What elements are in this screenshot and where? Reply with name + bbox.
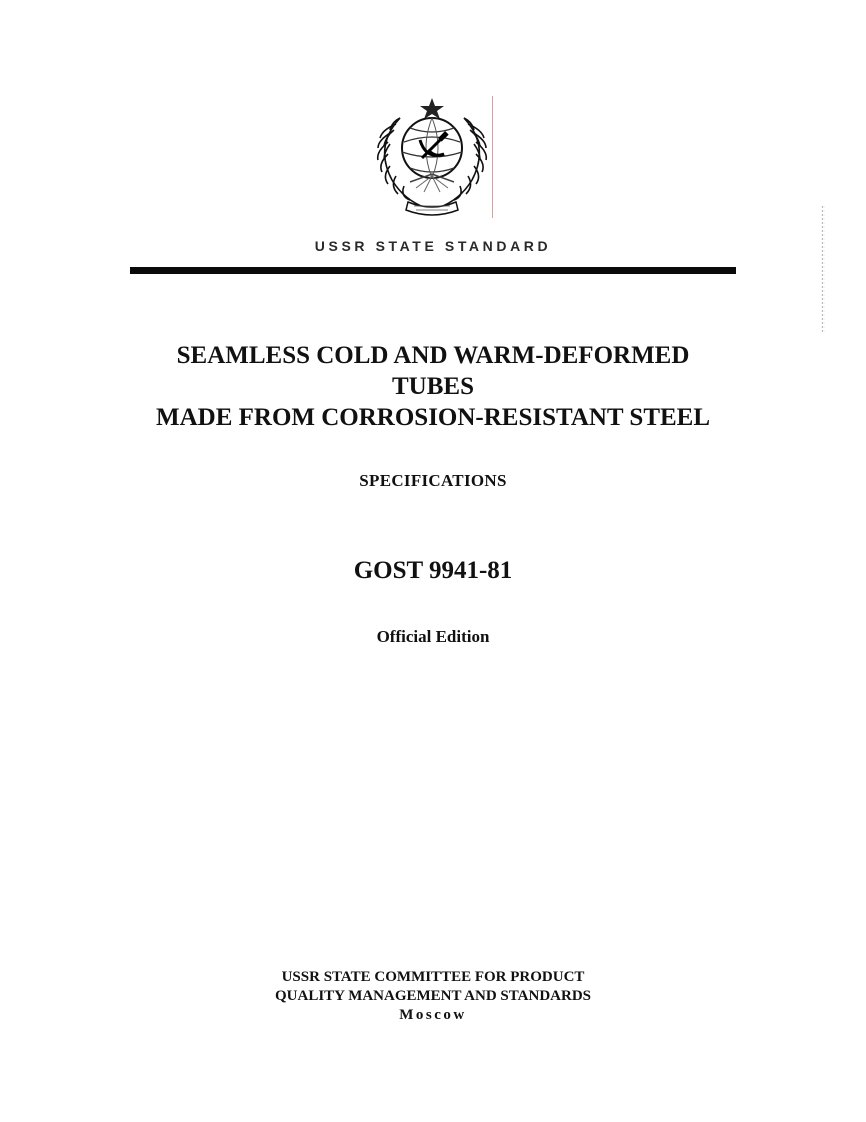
publisher-city: Moscow xyxy=(399,1007,467,1023)
title-line-3: MADE FROM CORROSION-RESISTANT STEEL xyxy=(155,404,711,431)
document-title xyxy=(0,340,866,433)
publisher-block xyxy=(0,968,866,1025)
document-subtitle: SPECIFICATIONS xyxy=(359,471,507,490)
title-line-2: TUBES xyxy=(392,373,474,400)
title-line-1: SEAMLESS COLD AND WARM-DEFORMED xyxy=(176,342,690,369)
emblem-divider-line xyxy=(492,96,493,218)
standard-designation: GOST 9941-81 xyxy=(353,557,513,584)
ussr-state-emblem-icon xyxy=(370,96,494,218)
margin-scan-dots xyxy=(821,205,825,333)
publisher-line-2: QUALITY MANAGEMENT AND STANDARDS xyxy=(274,988,591,1004)
standard-series-label: USSR STATE STANDARD xyxy=(314,238,552,254)
publisher-line-1: USSR STATE COMMITTEE FOR PRODUCT xyxy=(281,969,585,985)
header-rule xyxy=(130,267,736,274)
edition-label: Official Edition xyxy=(376,627,490,646)
